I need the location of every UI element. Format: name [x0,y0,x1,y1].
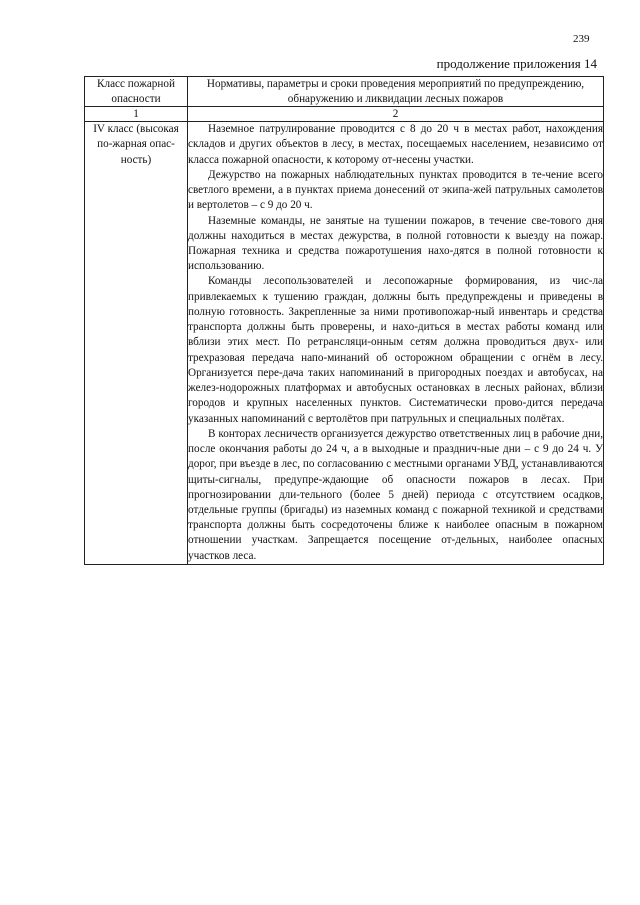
paragraph-observation-duty: Дежурство на пожарных наблюдательных пунктах проводится в те-чение всего светлого времени, а в пунктах приема донесений от экипа-жей патрульных самолетов и вертолетов – с 9 до 20 ч. [188,168,603,212]
paragraph-ground-teams: Наземные команды, не занятые на тушении пожаров, в течение све-тового дня должны находиться в местах дежурства, в полной готовности к выезду на пожар. Пожарная техника и средства пожаротушения нахо-дятся в полной готовности к использованию. [188,214,603,273]
page-number: 239 [573,33,590,45]
norms-table [84,76,604,565]
table-row [85,122,604,565]
column-number-2: 2 [188,107,604,122]
measures-cell [188,122,604,565]
paragraph-forest-users-teams: Команды лесопользователей и лесопожарные формирования, из чис-ла привлекаемых к тушению граждан, должны быть предупреждены и приведены в полную готовность. Закрепленные за ними противопожар-ный инвентарь и средства транспорта должны быть проверены, и нахо-диться в местах работы команд или вблизи этих мест. По ретрансляци-онным сетям должна проводиться двух- или трехразовая передача напо-минаний об осторожном обращении с огнём в лесу. Организуется пере-дача таких напоминаний в пригородных поездах и автобусах, на желез-нодорожных платформах и автобусных остановках в лесных районах, вблизи городов и крупных населенных пунктов. Систематически прово-дится передача указанных напоминаний с вертолётов при патрульных и специальных полётах. [188,275,603,425]
header-norms: Нормативы, параметры и сроки проведения мероприятий по предупреждению, обнаружению и ликвидации лесных пожаров [188,77,604,107]
column-number-1: 1 [85,107,188,122]
paragraph-forestry-offices: В конторах лесничеств организуется дежурство ответственных лиц в рабочие дни, после окончания работы до 24 ч, а в выходные и празднич-ные дни – с 9 до 24 ч. У дорог, при въезде в лес, по согласованию с местными органами УВД, устанавливаются щиты-сигналы, предупре-ждающие об опасности пожаров в лесах. При прогнозировании дли-тельного (более 5 дней) периода с отсутствием осадков, отдельные группы (бригады) из наземных команд с пожарной техникой и средствами транспорта должны быть сосредоточены ближе к наиболее опасным в пожарном отношении участкам. Запрещается посещение от-дельных, наиболее опасных участков леса. [188,427,603,562]
continuation-label: продолжение приложения 14 [436,56,597,71]
fire-class-cell: IV класс (высокая по-жарная опас-ность) [85,122,188,565]
column-number-row [85,107,604,122]
header-fire-class: Класс пожарной опасности [85,77,188,107]
paragraph-ground-patrol: Наземное патрулирование проводится с 8 до 20 ч в местах работ, нахождения складов и других объектов в лесу, в местах, посещаемых населением, независимо от класса пожарной опасности, к которому от-несены участки. [188,123,603,166]
header-row [85,77,604,107]
